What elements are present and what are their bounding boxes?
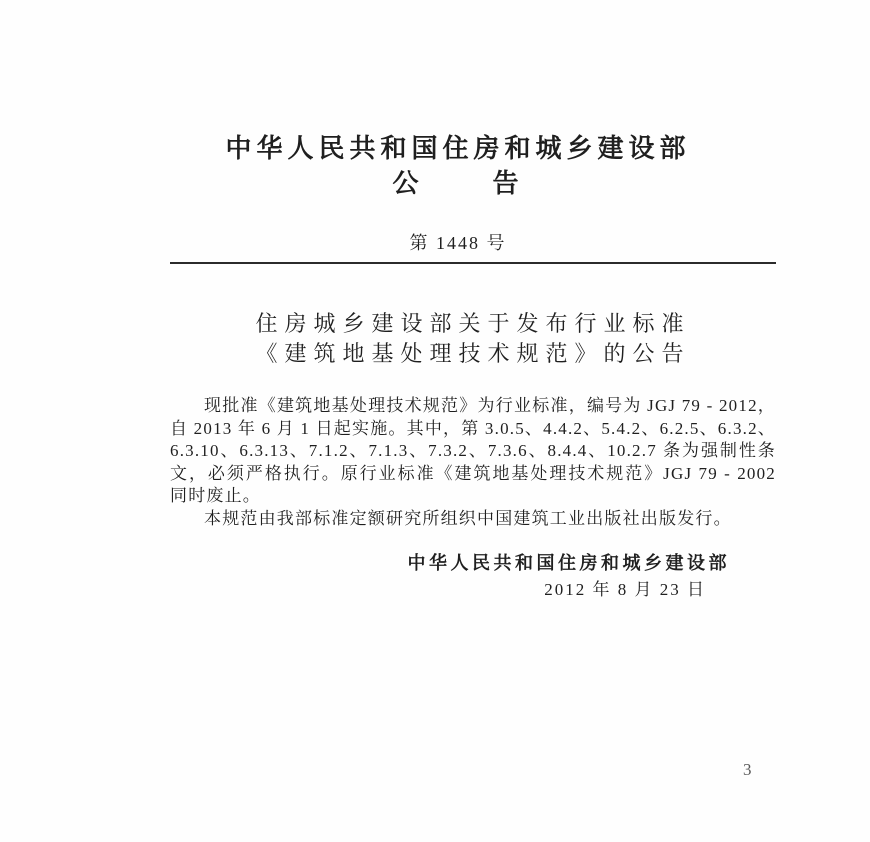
notice-title-line-2: 《建筑地基处理技术规范》的公告 [255, 341, 691, 366]
notice-section [170, 309, 776, 600]
page-number: 3 [743, 760, 752, 779]
header-divider [170, 262, 776, 264]
signature-block [170, 552, 776, 600]
notice-title-line-1: 住房城乡建设部关于发布行业标准 [255, 311, 691, 336]
notice-paragraph-approval: 现批准《建筑地基处理技术规范》为行业标准，编号为 JGJ 79 - 2012，自 2013 年 6 月 1 日起实施。其中，第 3.0.5、4.4.2、5.4.2、6.2.5、6.3.2、6.3.10、6.3.13、7.1.2、7.1.3、7.3.2、7.3.6、8.4.4、10.2.7 条为强制性条文，必须严格执行。原行业标准《建筑地基处理技术规范》JGJ 79 - 2002 同时废止。 [170, 396, 776, 506]
announcement-word: 公 告 [392, 169, 524, 198]
signature-date: 2012 年 8 月 23 日 [544, 579, 706, 599]
notice-paragraph-publisher: 本规范由我部标准定额研究所组织中国建筑工业出版社出版发行。 [204, 508, 732, 528]
signature-authority: 中华人民共和国住房和城乡建设部 [407, 552, 730, 573]
gov-announcement-header [158, 134, 758, 254]
ministry-title: 中华人民共和国住房和城乡建设部 [225, 134, 691, 163]
notice-title [170, 309, 776, 369]
issue-number: 第 1448 号 [409, 233, 507, 253]
